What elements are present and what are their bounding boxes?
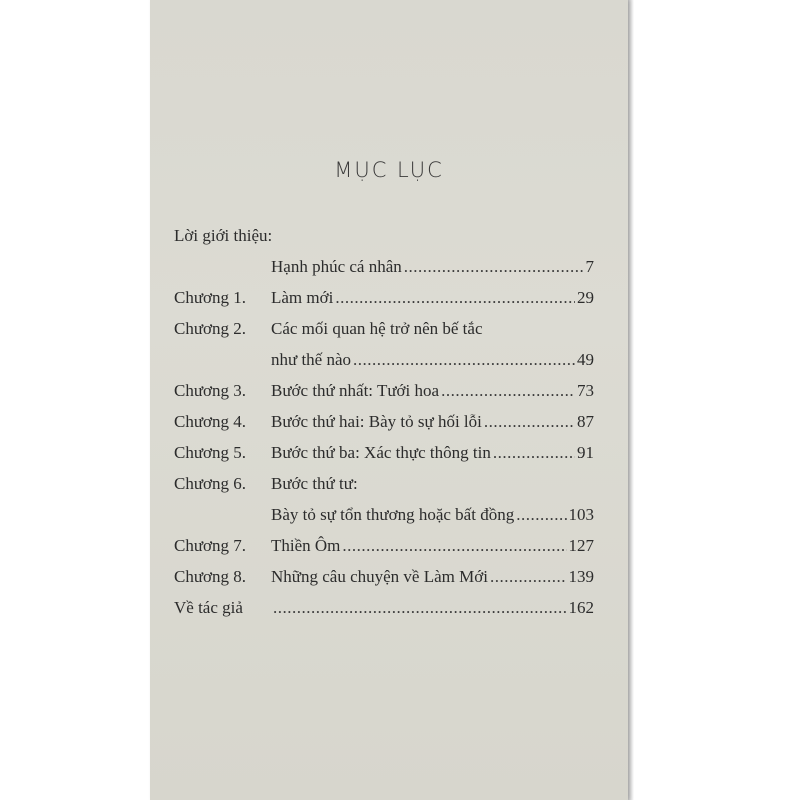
toc-text: như thế nào [271, 350, 352, 369]
toc-row-chapter-4 [174, 412, 594, 443]
toc-leader-dots [273, 598, 567, 618]
toc-label: Chương 1. [174, 288, 247, 307]
toc-title: MỤC LỤC [334, 158, 444, 182]
toc-text: Bước thứ nhất: Tưới hoa [271, 381, 440, 400]
toc-text: Các mối quan hệ trở nên bế tắc [271, 319, 483, 338]
toc-leader-dots [516, 505, 566, 525]
toc-label: Chương 6. [174, 474, 247, 493]
toc-leader-dots [493, 443, 575, 463]
toc-text: Bước thứ ba: Xác thực thông tin [271, 443, 491, 462]
toc-page-number: 29 [577, 288, 594, 307]
toc-page-number: 127 [568, 536, 594, 555]
toc-label: Chương 4. [174, 412, 247, 431]
toc-page-number: 91 [577, 443, 594, 462]
toc-leader-dots [353, 350, 575, 370]
toc-text: Những câu chuyện về Làm Mới [271, 567, 488, 586]
toc-page-number: 73 [577, 381, 594, 400]
toc-text: Làm mới [271, 288, 334, 307]
toc-leader-dots [441, 381, 575, 401]
toc-label: Chương 7. [174, 536, 247, 555]
toc-label: Lời giới thiệu: [174, 226, 273, 245]
toc-label: Chương 2. [174, 319, 247, 338]
page-edge-shadow [628, 0, 634, 800]
toc-page-number: 49 [577, 350, 594, 369]
book-page [150, 0, 628, 800]
toc-page-number: 7 [585, 257, 594, 276]
toc-page-number: 103 [568, 505, 594, 524]
toc-leader-dots [490, 567, 567, 587]
table-of-contents [174, 226, 594, 629]
toc-label: Chương 5. [174, 443, 247, 462]
toc-text: Bày tỏ sự tổn thương hoặc bất đồng [271, 505, 515, 524]
toc-label: Về tác giả [174, 598, 243, 617]
toc-row-chapter-5 [174, 443, 594, 474]
toc-page-number: 139 [568, 567, 594, 586]
toc-row-chapter-7 [174, 536, 594, 567]
toc-text: Thiền Ôm [271, 536, 341, 555]
toc-row-chapter-8 [174, 567, 594, 598]
toc-row-chapter-2-cont [174, 350, 594, 381]
toc-leader-dots [335, 288, 575, 308]
toc-row-about-author [174, 598, 594, 629]
toc-page-number: 162 [568, 598, 594, 617]
toc-leader-dots [484, 412, 575, 432]
toc-label: Chương 3. [174, 381, 247, 400]
toc-label: Chương 8. [174, 567, 247, 586]
toc-leader-dots [342, 536, 566, 556]
toc-leader-dots [404, 257, 584, 277]
toc-text: Bước thứ hai: Bày tỏ sự hối lỗi [271, 412, 482, 431]
toc-row-intro [174, 226, 594, 257]
toc-text: Bước thứ tư: [271, 474, 358, 493]
toc-page-number: 87 [577, 412, 594, 431]
toc-row-chapter-3 [174, 381, 594, 412]
toc-row-intro-sub [174, 257, 594, 288]
toc-text: Hạnh phúc cá nhân [271, 257, 402, 276]
toc-row-chapter-2 [174, 319, 594, 350]
toc-row-chapter-6-cont [174, 505, 594, 536]
toc-row-chapter-6 [174, 474, 594, 505]
toc-row-chapter-1 [174, 288, 594, 319]
